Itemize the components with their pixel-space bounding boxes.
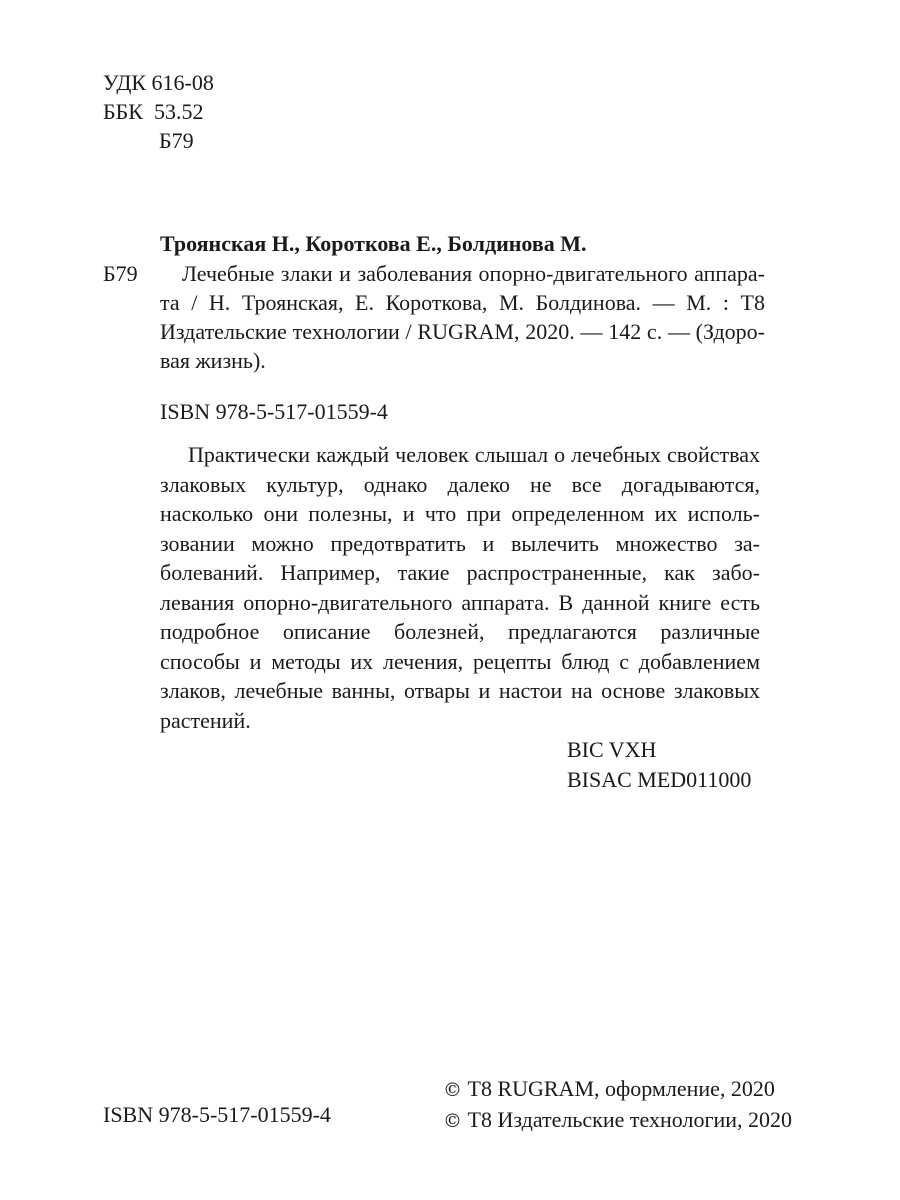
isbn: ISBN 978-5-517-01559-4 [160,399,388,424]
bibliographic-entry [103,228,765,426]
copyright-publisher-text: Т8 Издательские технологии, 2020 [467,1107,793,1132]
bbk-code: ББК 53.52 [103,99,204,124]
copyright-line-publisher [443,1105,792,1136]
footer-isbn: ISBN 978-5-517-01559-4 [103,1102,331,1127]
bibliographic-description [103,259,765,375]
copyright-notices [443,1074,792,1136]
annotation-text: Практически каждый человек слышал о лечебных свойствах злаковых культур, однако далеко не все догадываются, насколько они полезны, и что при определенном их использовании можно предотвратить и вылечить множество заболеваний. Например, такие распространенные, как заболевания опорно-двигательного аппарата. В данной книге есть подробное описание болезней, предлагаются различные способы и методы их лечения, рецепты блюд с добавлением злаков, лечебные ванны, отвары и настои на основе злаковых растений. [160,442,760,733]
copyright-line-design [443,1074,792,1105]
classification-codes [103,68,214,155]
subject-codes [567,735,751,795]
copyright-symbol: © [443,1079,462,1101]
author-mark: Б79 [159,128,194,153]
udk-code: УДК 616-08 [103,70,214,95]
bisac-code: BISAC MED011000 [567,767,752,792]
description-text: Лечебные злаки и заболевания опорно-двигательного аппарата / Н. Троянская, Е. Короткова, М. Болдинова. — М. : Т8 Издательские технологии / RUGRAM, 2020. — 142 с. — (Здоровая жизнь). [160,261,765,373]
authors-heading: Троянская Н., Короткова Е., Болдинова М. [160,231,587,256]
entry-code: Б79 [103,261,138,286]
bic-code: BIC VXH [567,737,657,762]
copyright-design-text: Т8 RUGRAM, оформление, 2020 [467,1076,775,1101]
copyright-symbol: © [443,1110,462,1132]
